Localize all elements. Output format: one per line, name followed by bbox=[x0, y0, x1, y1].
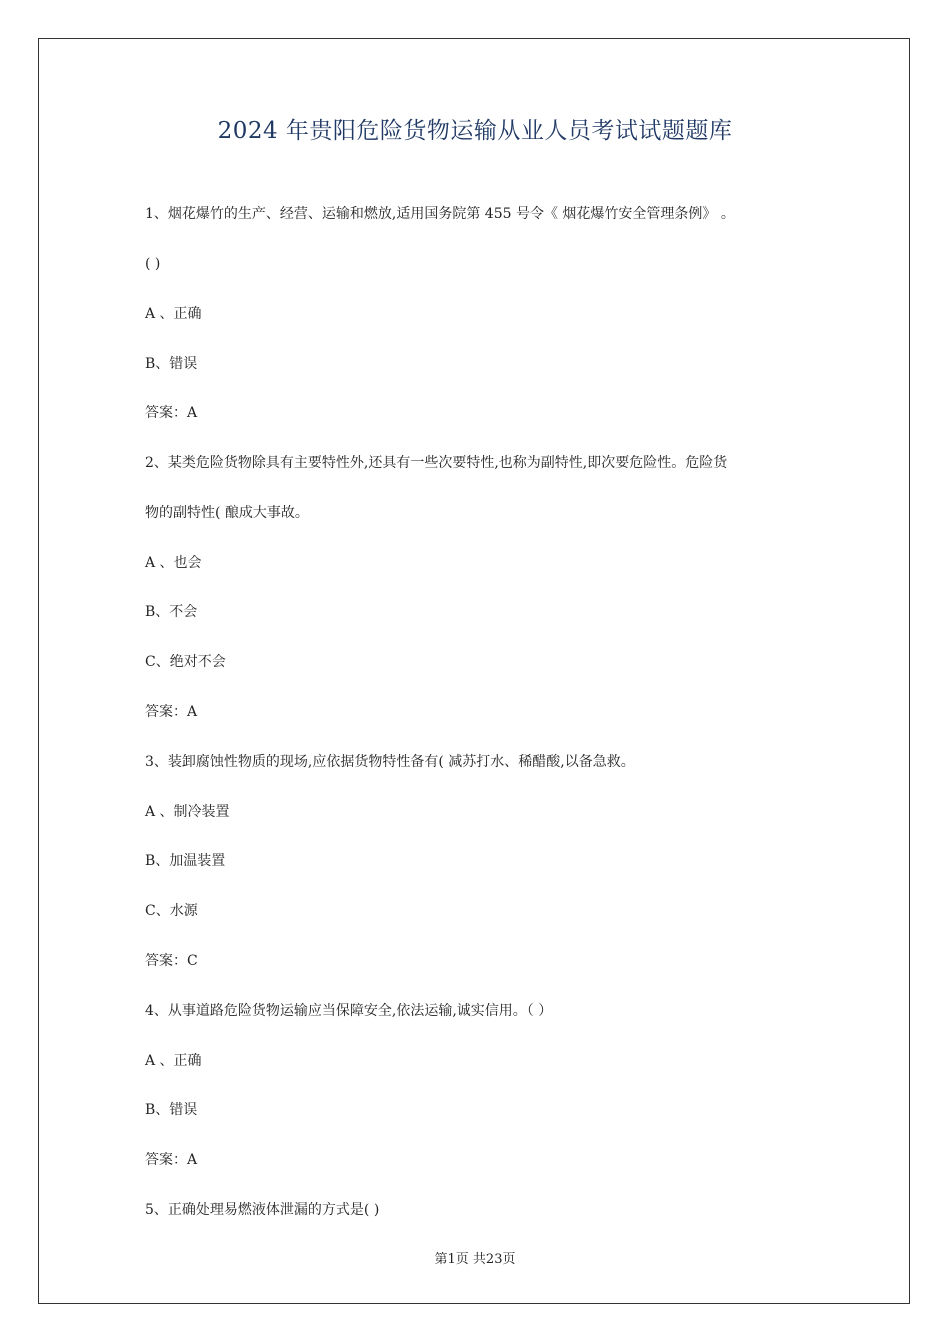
question-1-text: 1、烟花爆竹的生产、经营、运输和燃放,适用国务院第 455 号令《 烟花爆竹安全管理条例》 。 bbox=[145, 206, 735, 222]
document-title: 2024 年贵阳危险货物运输从业人员考试试题题库 bbox=[217, 118, 733, 144]
question-2-text-cont: 物的副特性( 酿成大事故。 bbox=[145, 505, 309, 521]
question-2-option-a: A 、也会 bbox=[145, 555, 202, 571]
question-2-option-c: C、绝对不会 bbox=[145, 654, 226, 670]
page-footer: 第1页 共23页 bbox=[434, 1252, 516, 1267]
question-5-text: 5、正确处理易燃液体泄漏的方式是( ) bbox=[145, 1202, 380, 1218]
question-2-answer: 答案：A bbox=[145, 704, 198, 720]
question-4-option-b: B、错误 bbox=[145, 1102, 198, 1118]
question-3-option-c: C、水源 bbox=[145, 903, 198, 919]
question-4-answer: 答案：A bbox=[145, 1152, 198, 1168]
question-1-answer: 答案：A bbox=[145, 405, 198, 421]
question-2-text: 2、某类危险货物除具有主要特性外,还具有一些次要特性,也称为副特性,即次要危险性。危险货 bbox=[145, 455, 728, 471]
question-3-answer: 答案：C bbox=[145, 953, 198, 969]
question-3-option-b: B、加温装置 bbox=[145, 853, 226, 869]
question-3-text: 3、装卸腐蚀性物质的现场,应依据货物特性备有( 减苏打水、稀醋酸,以备急救。 bbox=[145, 754, 635, 770]
question-1-option-b: B、错误 bbox=[145, 356, 198, 372]
question-1-option-a: A 、正确 bbox=[145, 306, 202, 322]
question-3-option-a: A 、制冷装置 bbox=[145, 804, 230, 820]
question-1-blank: ( ) bbox=[145, 256, 161, 272]
question-4-option-a: A 、正确 bbox=[145, 1053, 202, 1069]
question-2-option-b: B、不会 bbox=[145, 604, 198, 620]
question-4-text: 4、从事道路危险货物运输应当保障安全,依法运输,诚实信用。（ ） bbox=[145, 1003, 553, 1019]
